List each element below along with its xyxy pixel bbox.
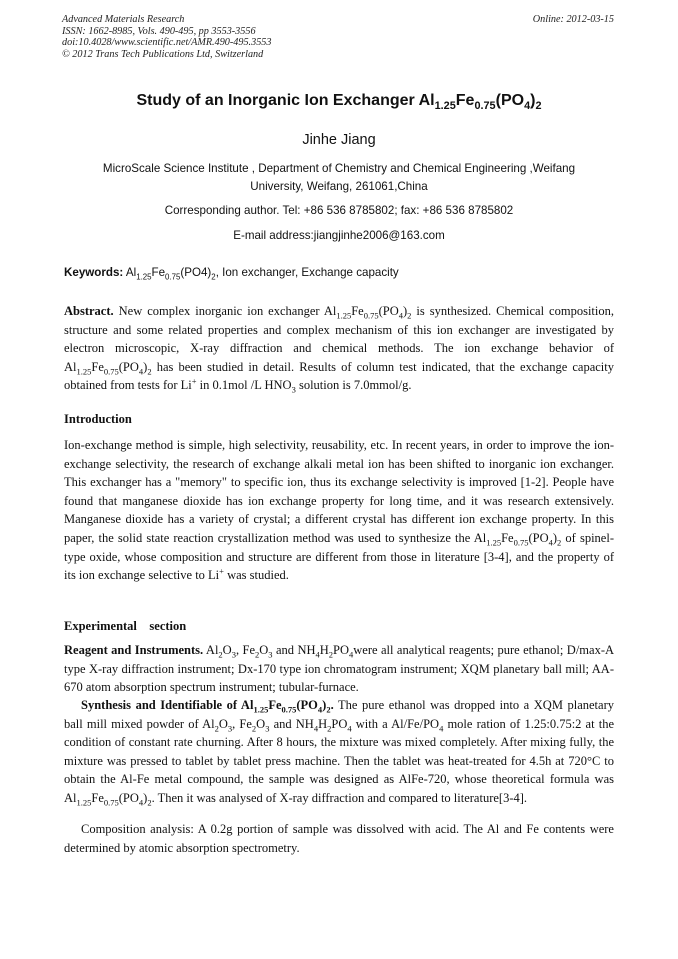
keywords-label: Keywords: bbox=[64, 266, 124, 279]
abstract-label: Abstract. bbox=[64, 304, 114, 318]
corresponding-author: Corresponding author. Tel: +86 536 8785802; fax: +86 536 8785802 bbox=[164, 204, 514, 217]
journal-doi: doi:10.4028/www.scientific.net/AMR.490-495.3553 bbox=[62, 37, 272, 49]
reagents-paragraph: Reagent and Instruments. $Al_2O_3$, $Fe_2O_3$ and $NH_4H_2PO_4were$ all analytical reagents; pure ethanol; D/max-A type X-ray diffraction instrument; Dx-170 type ion chromatogram instrument; XQM planetary ball mill; AA-670 atom absorption spectrum instrument; tubular-furnace. bbox=[64, 643, 615, 695]
author-affiliation: MicroScale Science Institute , Department of Chemistry and Chemical Engineering ,Weifang University, Weifang, 261061,China bbox=[102, 162, 576, 193]
journal-name: Advanced Materials Research bbox=[62, 14, 185, 25]
synthesis-paragraph: Synthesis and Identifiable of $Al_{1.25}Fe_{0.75}(PO_4)_2$. The pure ethanol was dropped into a XQM planetary ball mill mixed powder of $Al_2O_3$, $Fe_2O_3$ and $NH_4H_2PO_4$ with a $Al/Fe/PO_4$ mole ration of 1.25:0.75:2 at the condition of constant rate churning. After 8 hours, the mixture was mixed completely. After mixing fully, the mixture was pressed to tablet by tablet press machine. Then the tablet was heat-treated for 4.5h at 720°C to obtain the Al-Fe metal compound, the sample was designed as AlFe-720, whose theoretical formula was $Al_{1.25}Fe_{0.75}(PO_4)_2$. Then it was analysed of X-ray diffraction and compared to literature[3-4]. bbox=[64, 698, 615, 808]
online-date: Online: 2012-03-15 bbox=[532, 14, 614, 25]
journal-issn: ISSN: 1662-8985, Vols. 490-495, pp 3553-3556 bbox=[62, 25, 256, 37]
experimental-heading: Experimental section bbox=[64, 619, 187, 633]
author-name: Jinhe Jiang bbox=[302, 132, 376, 148]
synthesis-label: Synthesis and Identifiable of $Al_{1.25}Fe_{0.75}(PO_4)_2$. bbox=[81, 698, 334, 715]
abstract: Abstract. New complex inorganic ion exchanger $Al_{1.25}Fe_{0.75}(PO_4)_2$ is synthesized. Chemical composition, structure and some related properties and complex mechanism of this ion exchanger are investigated by electron microscopic, X-ray diffraction and chemical methods. The ion exchange behavior of $Al_{1.25}Fe_{0.75}(PO_4)_2$ has been studied in detail. Results of column test indicated, that the exchange capacity obtained from tests for Li+ in 0.1mol /L $HNO_3$ solution is 7.0mmol/g. bbox=[64, 304, 614, 395]
paper-title: Study of an Inorganic Ion Exchanger $Al_{1.25}Fe_{0.75}(PO_4)_2$ bbox=[136, 92, 542, 113]
journal-header bbox=[62, 14, 271, 60]
journal-copyright: © 2012 Trans Tech Publications Ltd, Switzerland bbox=[62, 48, 264, 60]
reagents-label: Reagent and Instruments. bbox=[64, 643, 204, 657]
author-email: E-mail address:jiangjinhe2006@163.com bbox=[233, 229, 445, 242]
keywords: Keywords: $Al_{1.25}Fe_{0.75}(PO4)_2$, Ion exchanger, Exchange capacity bbox=[64, 266, 399, 282]
introduction-heading: Introduction bbox=[64, 412, 132, 426]
composition-paragraph: Composition analysis: A 0.2g portion of sample was dissolved with acid. The Al and Fe contents were determined by atomic absorption spectrometry. bbox=[64, 822, 614, 855]
introduction-body: Ion-exchange method is simple, high selectivity, reusability, etc. In recent years, in order to improve the ion-exchange selectivity, the research of exchange alkali metal ion has been shifted to inorganic ion exchanger. This exchanger has a "memory" to specific ion, thus its exchange selectivity is improved [1-2]. People have found that manganese dioxide has ion exchange property for long time, and it was research extensively. Manganese dioxide has a variety of crystal; a different crystal has different ion exchange property. In this paper, the solid state reaction crystallization method was used to synthesize the $Al_{1.25}Fe_{0.75}(PO_4)_2$ of spinel-type oxide, whose composition and structure are different from those in literature [3-4], and the property of its ion exchange selective to Li+ was studied. bbox=[64, 438, 614, 583]
